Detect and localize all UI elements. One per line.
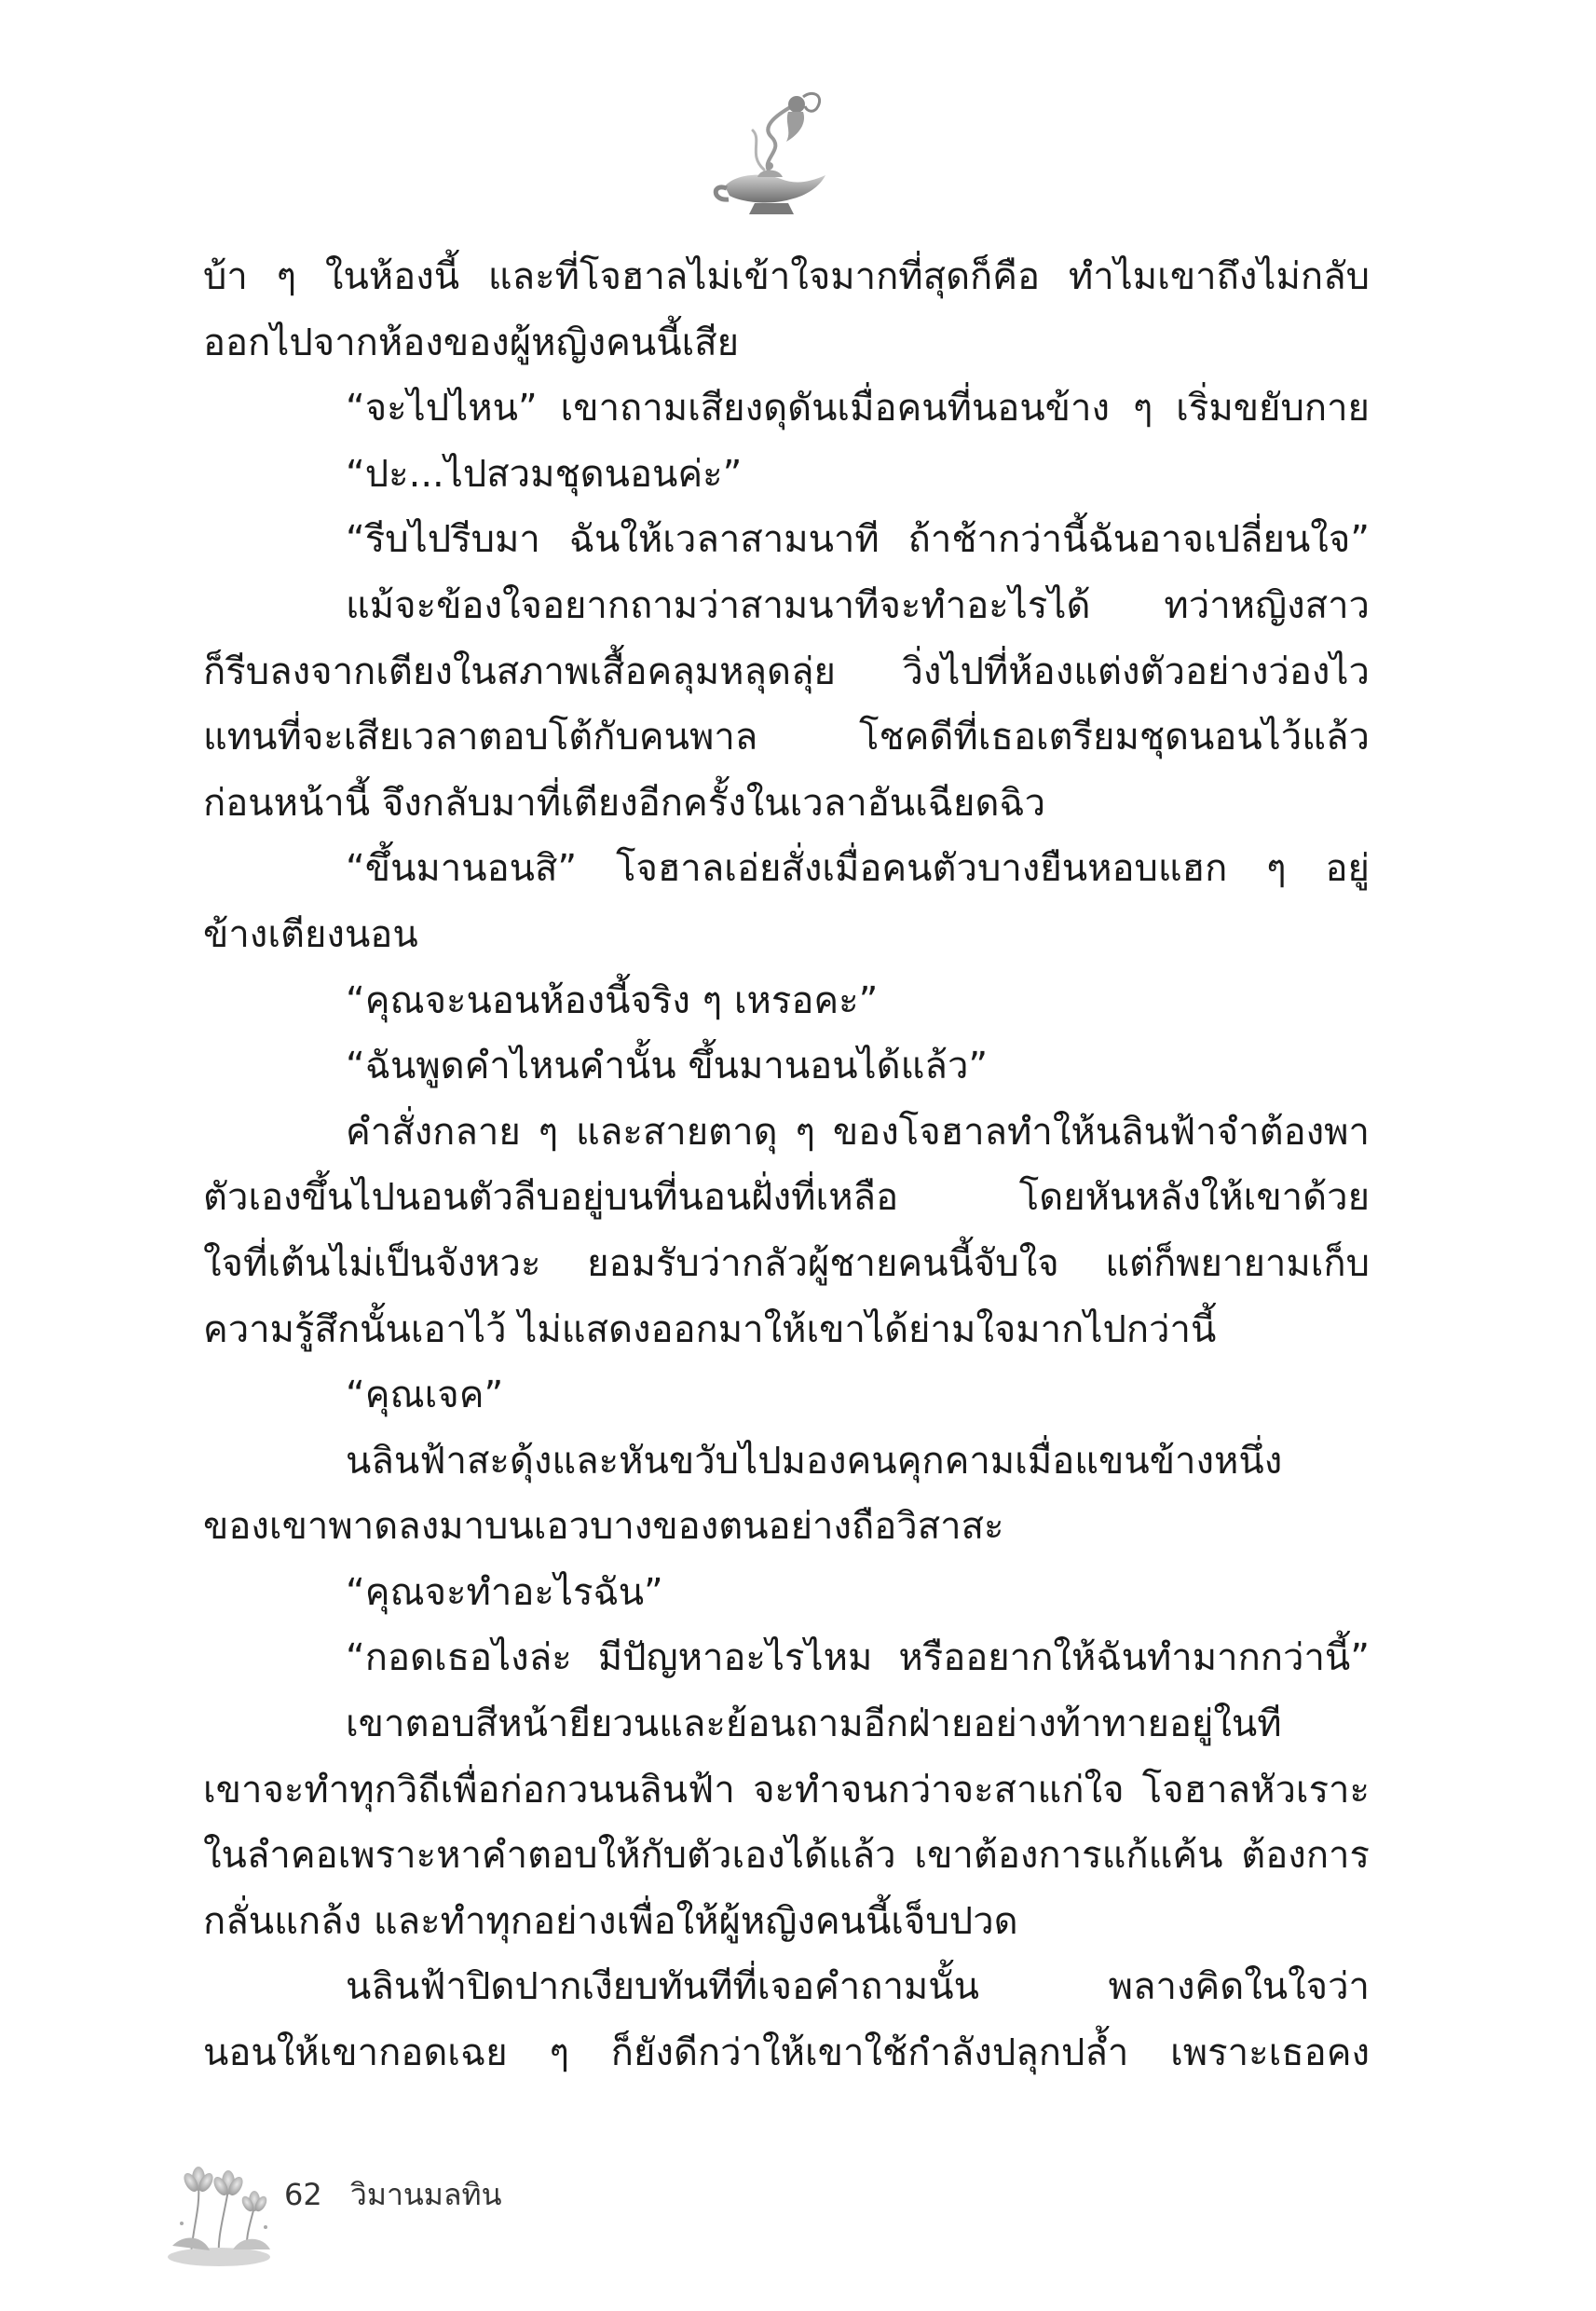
text-line: “คุณจะนอนห้องนี้จริง ๆ เหรอคะ” [346, 978, 879, 1022]
text-line: “ขึ้นมานอนสิ” โจฮาลเอ่ยสั่งเมื่อคนตัวบางยืนหอบแฮก ๆ อยู่ [346, 847, 1370, 891]
text-line: “กอดเธอไงล่ะ มีปัญหาอะไรไหม หรืออยากให้ฉันทำมากกว่านี้” [346, 1636, 1370, 1680]
text-line: ของเขาพาดลงมาบนเอวบางของตนอย่างถือวิสาสะ [203, 1505, 1004, 1549]
text-line: ความรู้สึกนั้นเอาไว้ ไม่แสดงออกมาให้เขาได้ย่ามใจมากไปกว่านี้ [203, 1307, 1217, 1351]
text-line: เขาตอบสีหน้ายียวนและย้อนถามอีกฝ่ายอย่างท้าทายอยู่ในที [346, 1702, 1282, 1746]
text-line: คำสั่งกลาย ๆ และสายตาดุ ๆ ของโจฮาลทำให้นลินฟ้าจำต้องพา [346, 1110, 1370, 1154]
text-line: เขาจะทำทุกวิถีเพื่อก่อกวนนลินฟ้า จะทำจนกว่าจะสาแก่ใจ โจฮาลหัวเราะ [203, 1768, 1370, 1812]
text-line: แม้จะข้องใจอยากถามว่าสามนาทีจะทำอะไรได้ ทว่าหญิงสาว [346, 583, 1370, 627]
text-line: “คุณจะทำอะไรฉัน” [346, 1570, 663, 1614]
text-line: กลั่นแกล้ง และทำทุกอย่างเพื่อให้ผู้หญิงคนนี้เจ็บปวด [203, 1899, 1018, 1943]
footer-label [284, 2171, 501, 2219]
book-title: วิมานมลทิน [349, 2177, 502, 2212]
text-line: ออกไปจากห้องของผู้หญิงคนนี้เสีย [203, 321, 740, 364]
text-line: ก็รีบลงจากเตียงในสภาพเสื้อคลุมหลุดลุ่ย วิ่งไปที่ห้องแต่งตัวอย่างว่องไว [203, 650, 1370, 693]
text-line: “รีบไปรีบมา ฉันให้เวลาสามนาที ถ้าช้ากว่านี้ฉันอาจเปลี่ยนใจ” [346, 518, 1370, 562]
text-line: ใจที่เต้นไม่เป็นจังหวะ ยอมรับว่ากลัวผู้ชายคนนี้จับใจ แต่ก็พยายามเก็บ [203, 1241, 1370, 1285]
text-line: “จะไปไหน” เขาถามเสียงดุดันเมื่อคนที่นอนข้าง ๆ เริ่มขยับกาย [346, 387, 1370, 431]
text-line: “ฉันพูดคำไหนคำนั้น ขึ้นมานอนได้แล้ว” [346, 1045, 989, 1088]
text-line: นลินฟ้าปิดปากเงียบทันทีที่เจอคำถามนั้น พลางคิดในใจว่า [346, 1965, 1370, 2009]
text-line: นลินฟ้าสะดุ้งและหันขวับไปมองคนคุกคามเมื่อแขนข้างหนึ่ง [346, 1439, 1283, 1483]
lotus-flowers-icon [154, 2134, 284, 2274]
text-line: บ้า ๆ ในห้องนี้ และที่โจฮาลไม่เข้าใจมากที่สุดก็คือ ทำไมเขาถึงไม่กลับ [203, 255, 1370, 298]
text-line: นอนให้เขากอดเฉย ๆ ก็ยังดีกว่าให้เขาใช้กำลังปลุกปล้ำ เพราะเธอคง [203, 2031, 1370, 2075]
text-line: ก่อนหน้านี้ จึงกลับมาที่เตียงอีกครั้งในเวลาอันเฉียดฉิว [203, 781, 1046, 825]
text-line: “คุณเจค” [346, 1374, 504, 1417]
text-line: ข้างเตียงนอน [203, 912, 418, 956]
text-line: ในลำคอเพราะหาคำตอบให้กับตัวเองได้แล้ว เขาต้องการแก้แค้น ต้องการ [203, 1834, 1370, 1878]
story-text [203, 244, 1370, 2086]
text-line: “ปะ...ไปสวมชุดนอนค่ะ” [346, 452, 743, 496]
page-number: 62 [284, 2177, 322, 2212]
text-line: ตัวเองขึ้นไปนอนตัวลีบอยู่บนที่นอนฝั่งที่เหลือ โดยหันหลังให้เขาด้วย [203, 1176, 1370, 1220]
magic-lamp-genie-icon [706, 86, 837, 226]
page-footer [154, 2134, 620, 2283]
text-line: แทนที่จะเสียเวลาตอบโต้กับคนพาล โชคดีที่เธอเตรียมชุดนอนไว้แล้ว [203, 716, 1370, 759]
